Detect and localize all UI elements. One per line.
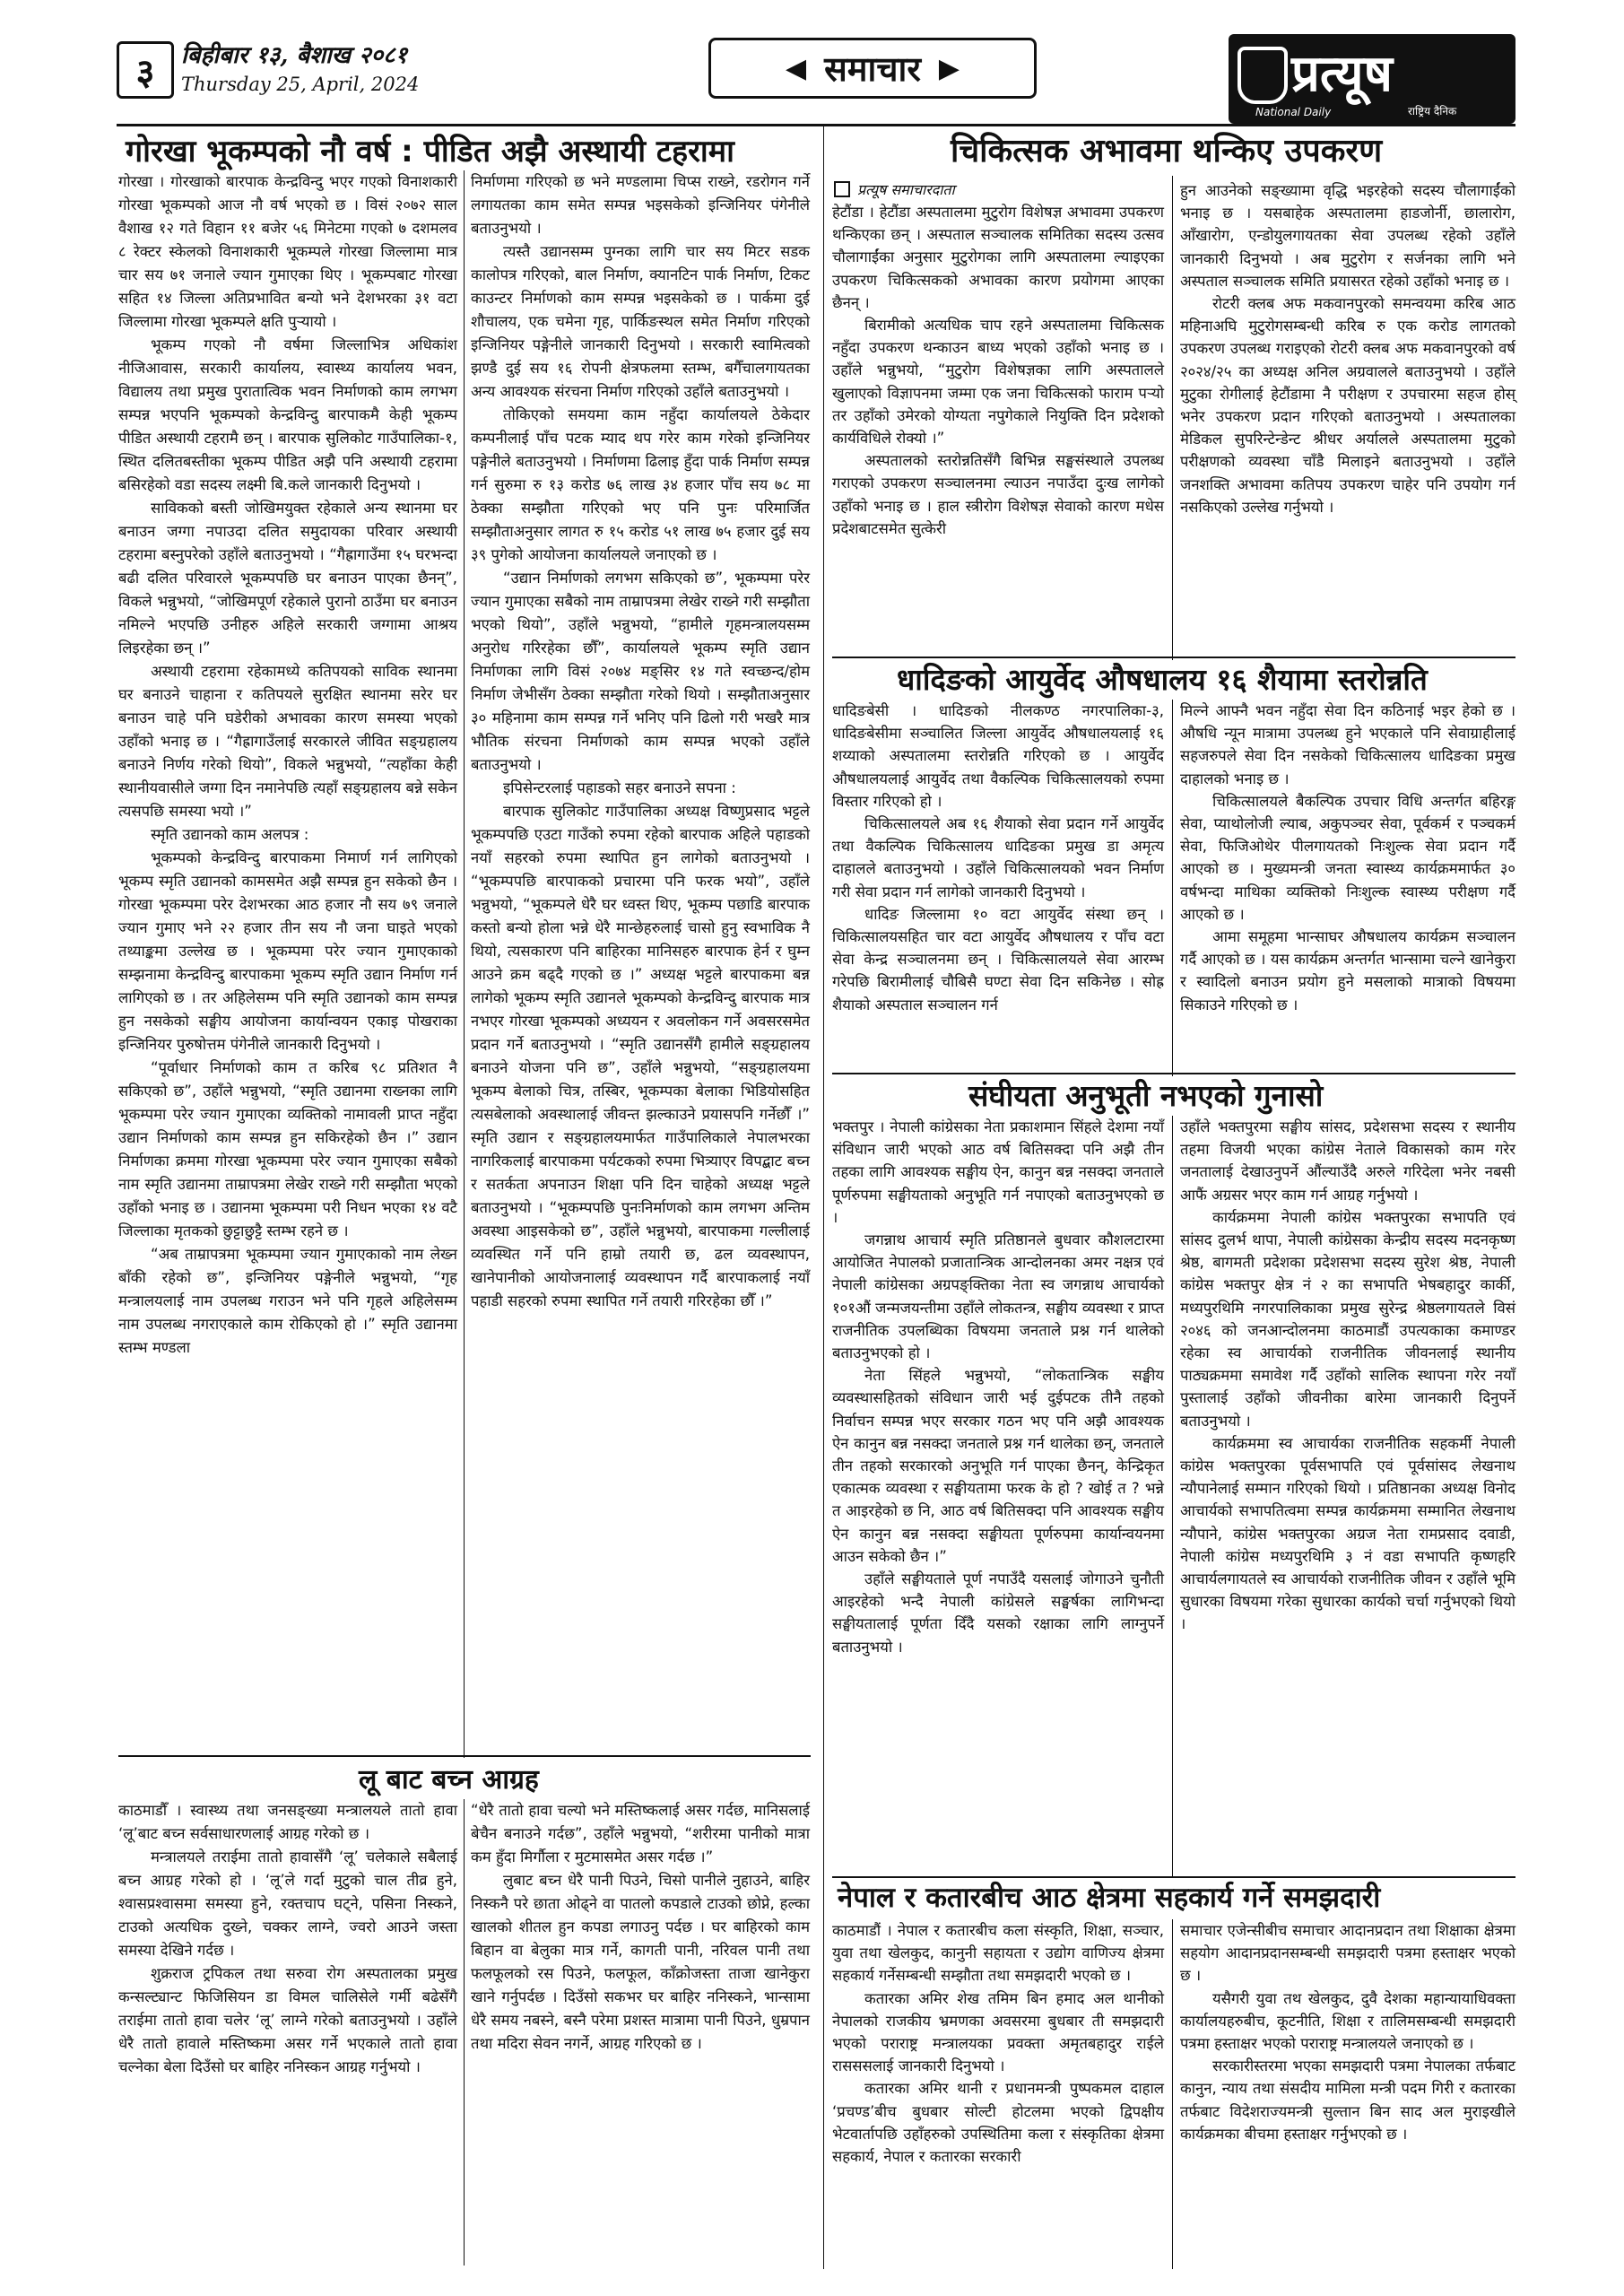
headline-aayurved: धादिङको आयुर्वेद औषधालय १६ शैयामा स्तरोन्नति [897, 662, 1428, 697]
paragraph: नेता सिंहले भन्नुभयो, “लोकतान्त्रिक सङ्घीय व्यवस्थासहितको संविधान जारी भई दुईपटक तीनै तहको निर्वाचन सम्पन्न भएर सरकार गठन भए पनि अझै आवश्यक ऐन कानुन बन्न नसक्दा जनताले प्रश्न गर्न थालेका छन्, जनताले तीन तहको सरकारको अनुभूति गर्न पाएका छैनन्, केन्द्रिकृत एकात्मक व्यवस्था र सङ्घीयतामा फरक के हो ? खोई त ? भन्ने त आइरहेको छ नि, आठ वर्ष बितिसक्दा पनि आवश्यक सङ्घीय ऐन कानुन बन्न नसक्दा सङ्घीयता पूर्णरुपमा कार्यान्वयनमा आउन सकेको छैन ।” [832, 1367, 1164, 1565]
paragraph: साविकको बस्ती जोखिमयुक्त रहेकाले अन्य स्थानमा घर बनाउन जग्गा नपाउदा दलित समुदायका परिवार अस्थायी टहरामा बस्नुपरेको उहाँले बताउनुभयो । “गैह्रागाउँमा १५ घरभन्दा बढी दलित परिवारले भूकम्पपछि घर बनाउन पाएका छैनन्”, विकले भन्नुभयो, “जोखिमपूर्ण रहेकाले पुरानो ठाउँमा घर बनाउन नमिल्ने भएपछि उनीहरु अहिले सरकारी जग्गामा आश्रय लिइरहेका छन् ।” [118, 500, 457, 657]
column-divider [1172, 176, 1173, 660]
dateline [181, 38, 419, 95]
column-divider [1172, 700, 1173, 1076]
paragraph: भक्तपुर । नेपाली कांग्रेसका नेता प्रकाशमान सिंहले देशमा नयाँ संविधान जारी भएको आठ वर्ष बितिसक्दा पनि अझै तीन तहका लागि आवश्यक सङ्घीय ऐन, कानुन बन्न नसक्दा जनताले पूर्णरुपमा सङ्घीयताको अनुभूति गर्न नपाएको बताउनुभएको छ । [832, 1118, 1164, 1226]
date-english: Thursday 25, April, 2024 [181, 74, 420, 95]
byline [834, 179, 955, 199]
paragraph: काठमाडौं । नेपाल र कतारबीच कला संस्कृति, शिक्षा, सञ्चार, युवा तथा खेलकुद, कानुनी सहायता र उद्योग वाणिज्य क्षेत्रमा सहकार्य गर्नेसम्बन्धी सम्झौता तथा समझदारी भएको छ । [832, 1922, 1164, 1985]
paragraph: कार्यक्रममा स्व आचार्यका राजनीतिक सहकर्मी नेपाली कांग्रेस भक्तपुरका पूर्वसभापति एवं पूर्वसांसद लेखनाथ न्यौपानेलाई सम्मान गरिएको थियो । प्रतिष्ठानका अध्यक्ष विनोद आचार्यको सभापतित्वमा सम्पन्न कार्यक्रममा सम्मानित लेखनाथ न्यौपाने, कांग्रेस भक्तपुरका अग्रज नेता रामप्रसाद दवाडी, नेपाली कांग्रेस मध्यपुरथिमि ३ नं वडा सभापति कृष्णहरि आचार्यलगायतले स्व आचार्यको राजनीतिक जीवन र उहाँले भूमि सुधारका विषयमा गरेका सुधारका कार्यको चर्चा गर्नुभएको थियो । [1180, 1434, 1515, 1633]
nepal-qatar-column-1 [832, 1919, 1164, 2168]
paragraph: लुबाट बच्न धेरै पानी पिउने, चिसो पानीले नुहाउने, बाहिर निस्कनै परे छाता ओढ्ने वा पातलो कपडाले टाउको छोप्ने, हल्का खालको शीतल हुन कपडा लगाउनु पर्दछ । घर बाहिरको काम बिहान वा बेलुका मात्र गर्ने, कागती पानी, नरिवल पानी तथा फलफूलको रस पिउने, फलफूल, काँक्रोजस्ता ताजा खानेकुरा खाने गर्नुपर्दछ । दिउँसो सकभर घर बाहिर ननिस्कने, भान्सामा धेरै समय नबस्ने, बस्नै परेमा प्रशस्त मात्रामा पानी पिउने, धुम्रपान तथा मदिरा सेवन नगर्ने, आग्रह गरिएको छ । [471, 1872, 810, 2052]
column-divider [464, 1799, 465, 2266]
logo-name: प्रत्यूष [1291, 45, 1393, 103]
subheading: स्मृति उद्यानको काम अलपत्र : [151, 826, 309, 843]
paragraph: समाचार एजेन्सीबीच समाचार आदानप्रदान तथा शिक्षाका क्षेत्रमा सहयोग आदानप्रदानसम्बन्धी समझदारी पत्रमा हस्ताक्षर भएको छ । [1180, 1922, 1515, 1985]
paragraph: कार्यक्रममा नेपाली कांग्रेस भक्तपुरका सभापति एवं सांसद दुलर्भ थापा, नेपाली कांग्रेसका केन्द्रीय सदस्य मदनकृष्ण श्रेष्ठ, बागमती प्रदेशका प्रदेशसभा सदस्य सुरेश श्रेष्ठ, नेपाली कांग्रेस भक्तपुर क्षेत्र नं २ का सभापति भेषबहादुर कार्की, मध्यपुरथिमि नगरपालिकाका प्रमुख सुरेन्द्र श्रेष्ठलगायतले विसं २०४६ को जनआन्दोलनमा काठमाडौं उपत्यकाका कमाण्डर रहेका स्व आचार्यको राजनीतिक जीवनलाई स्थानीय पाठ्यक्रममा समावेश गर्दै उहाँको सालिक स्थापना गरेर नयाँ पुस्तालाई उहाँको जीवनीका बारेमा जानकारी दिनुपर्ने बताउनुभयो । [1180, 1208, 1515, 1430]
paragraph: त्यस्तै उद्यानसम्म पुग्नका लागि चार सय मिटर सडक कालोपत्र गरिएको, बाल निर्माण, क्यानटिन पार्क निर्माण, टिकट काउन्टर निर्माणको काम सम्पन्न भइसकेको छ । पार्कमा दुई शौचालय, एक चमेना गृह, पार्किङस्थल समेत निर्माण गरिएको इन्जिनियर पङ्गेनीले जानकारी दिनुभयो । सरकारी स्वामित्वको झण्डै दुई सय १६ रोपनी क्षेत्रफलमा स्तम्भ, बगैँचालगायतका अन्य आवश्यक संरचना निर्माण गरिएको उहाँले बताउनुभयो । [471, 243, 810, 400]
gorkha-column-2 [471, 170, 810, 1313]
column-divider [1172, 1919, 1173, 2269]
paragraph: मन्त्रालयले तराईमा तातो हावासँगै ‘लू’ चलेकाले सबैलाई बच्न आग्रह गरेको हो । ‘लू’ले गर्दा मुटुको चाल तीव्र हुने, श्वासप्रश्वासमा समस्या हुने, रक्तचाप घट्ने, पसिना निस्कने, टाउको अत्यधिक दुख्ने, चक्कर लाग्ने, ज्वरो आउने जस्ता समस्या देखिने गर्दछ । [118, 1848, 457, 1959]
masthead-rule [117, 124, 1515, 126]
chikitsak-column-1 [832, 201, 1164, 540]
subheading: इपिसेन्टरलाई पहाडको सहर बनाउने सपना : [503, 779, 736, 796]
paragraph: उहाँले सङ्घीयताले पूर्ण नपाउँदै यसलाई जोगाउने चुनौती आइरहेको भन्दै नेपाली कांग्रेसले सङ्घर्षका लागिभन्दा सङ्घीयतालाई पूर्णता दिँदै यसको रक्षाका लागि लाग्नुपर्ने बताउनुभयो । [832, 1570, 1164, 1656]
paragraph: अस्थायी टहरामा रहेकामध्ये कतिपयको साविक स्थानमा घर बनाउने चाहाना र कतिपयले सुरक्षित स्थानमा सरेर घर बनाउन चाहे पनि घडेरीको अभावका कारण समस्या भएको उहाँको भनाइ छ । “गैह्रागाउँलाई सरकारले जीवित सङ्ग्रहालय बनाउने निर्णय गरेको थियो”, विकले भन्नुभयो, “त्यहाँका केही स्थानीयवासीले जग्गा दिन नमानेपछि त्यहाँ सङ्ग्रहालय बन्ने सकेन त्यसपछि समस्या भयो ।” [118, 663, 457, 820]
paragraph: गोरखा । गोरखाको बारपाक केन्द्रविन्दु भएर गएको विनाशकारी गोरखा भूकम्पको आज नौ वर्ष भएको छ । विसं २०७२ साल वैशाख १२ गते विहान ११ बजेर ५६ मिनेटमा गएको ७ दशमलव ८ रेक्टर स्केलको विनाशकारी भूकम्पले गोरखा जिल्लामा मात्र चार सय ७१ जनाले ज्यान गुमाएका थिए । भूकम्पबाट गोरखा सहित १४ जिल्ला अतिप्रभावित बन्यो भने देशभरका ३१ वटा जिल्लामा गोरखा भूकम्पले क्षति पुऱ्यायो । [118, 173, 457, 330]
nepal-qatar-column-2 [1180, 1919, 1515, 2145]
triangle-right-icon: ▶ [938, 52, 960, 84]
paragraph: कतारका अमिर थानी र प्रधानमन्त्री पुष्पकमल दाहाल ‘प्रचण्ड’बीच बुधबार सोल्टी होटलमा भएको द्विपक्षीय भेटवार्तापछि उहाँहरुको उपस्थितिमा कला र संस्कृतिका क्षेत्रमा सहकार्य, नेपाल र कतारका सरकारी [832, 2080, 1164, 2166]
logo-subtitle-english: National Daily [1255, 106, 1332, 118]
paragraph: उहाँले भक्तपुरमा सङ्घीय सांसद, प्रदेशसभा सदस्य र स्थानीय तहमा विजयी भएका कांग्रेस नेताले विकासको काम गरेर जनतालाई देखाउनुपर्ने औंल्याउँदै अरुले गरिदेला भनेर नबसी आफैं अग्रसर भएर काम गर्न आग्रह गर्नुभयो । [1180, 1118, 1515, 1204]
paragraph: “अब ताम्रापत्रमा भूकम्पमा ज्यान गुमाएकाको नाम लेख्न बाँकी रहेको छ”, इन्जिनियर पङ्गेनीले भन्नुभयो, “गृह मन्त्रालयलाई नाम उपलब्ध गराउन भने पनि गृहले अहिलेसम्म नाम उपलब्ध नगराएकाले काम रोकिएको हो ।” स्मृति उद्यानमा स्तम्भ मण्डला [118, 1246, 457, 1356]
aayurved-column-2 [1180, 700, 1515, 1016]
masthead [117, 34, 1515, 131]
paragraph: बारपाक सुलिकोट गाउँपालिका अध्यक्ष विष्णुप्रसाद भट्टले भूकम्पपछि एउटा गाउँको रुपमा रहेको बारपाक अहिले पहाडको नयाँ सहरको रुपमा स्थापित हुन लागेको बताउनुभयो । “भूकम्पपछि बारपाकको प्रचारमा पनि फरक भयो”, उहाँले भन्नुभयो, “भूकम्पले धेरै घर ध्वस्त थिए, भूकम्प पछाडि बारपाक कस्तो बन्यो होला भन्ने धेरै मान्छेहरुलाई चासो हुनु स्वभाविक नै थियो, त्यसकारण पनि बाहिरका मानिसहरु बारपाक हेर्न र घुम्न आउने क्रम बढ्दै गएको छ ।” अध्यक्ष भट्टले बारपाकमा बन्न लागेको भूकम्प स्मृति उद्यानले भूकम्पको केन्द्रविन्दु बारपाक मात्र नभएर गोरखा भूकम्पको अध्ययन र अवलोकन गर्ने अवसरसमेत प्रदान गर्ने बताउनुभयो । “स्मृति उद्यानसँगै हामीले सङ्ग्रहालय बनाउने योजना पनि छ”, उहाँले भन्नुभयो, “सङ्ग्रहालयमा भूकम्प बेलाको चित्र, तस्बिर, भूकम्पका बेलाका भिडियोसहित त्यसबेलाको अवस्थालाई जीवन्त झल्काउने प्रयासपनि गर्नेछौँ ।” स्मृति उद्यान र सङ्ग्रहालयमार्फत गाउँपालिकाले नेपालभरका नागरिकलाई बारपाकमा पर्यटकको रुपमा भित्र्याएर विपद्बाट बच्न र सतर्कता अपनाउन शिक्षा पनि दिन चाहेको अध्यक्ष भट्टले बताउनुभयो । “भूकम्पपछि पुनःनिर्माणको काम लगभग अन्तिम अवस्था आइसकेको छ”, उहाँले भन्नुभयो, बारपाकमा गल्लीलाई व्यवस्थित गर्ने पनि हाम्रो तयारी छ, ढल व्यवस्थापन, खानेपानीको आयोजनालाई व्यवस्थापन गर्दै बारपाकलाई नयाँ पहाडी सहरको रुपमा स्थापित गर्ने तयारी गरिरहेका छौँ ।” [471, 803, 810, 1309]
page-center-divider [823, 126, 824, 2269]
page-number: ३ [117, 41, 174, 99]
pratyush-logo-mark-icon [1238, 47, 1288, 104]
headline-chikitsak: चिकित्सक अभावमा थन्किए उपकरण [951, 133, 1383, 170]
newspaper-logo [1229, 34, 1515, 124]
paragraph: हेटौंडा । हेटौंडा अस्पतालमा मुटुरोग विशेषज्ञ अभावमा उपकरण थन्किएका छन् । अस्पताल सञ्चालक समितिका सदस्य उत्सव चौलागाईंका अनुसार मुटुरोगका लागि अस्पतालमा ल्याइएका उपकरण चिकित्सकको अभावका कारण प्रयोगमा आएका छैनन् । [832, 204, 1164, 311]
paragraph: “उद्यान निर्माणको लगभग सकिएको छ”, भूकम्पमा परेर ज्यान गुमाएका सबैको नाम ताम्रापत्रमा लेखेर राख्ने गरी सम्झौता भएको थियो”, उहाँले भन्नुभयो, “हामीले गृहमन्त्रालयसम्म अनुरोध गरिरहेका छौँ”, कार्यालयले भूकम्प स्मृति उद्यान निर्माणका लागि विसं २०७४ मङ्सिर १४ गते स्वच्छन्द/होम निर्माण जेभीसँग ठेक्का सम्झौता गरेको थियो । सम्झौताअनुसार ३० महिनामा काम सम्पन्न गर्ने भनिए पनि ढिलो गरी भखरै मात्र भौतिक संरचना निर्माणको काम सम्पन्न भएको उहाँले बताउनुभयो । [471, 570, 810, 773]
column-divider [1172, 1116, 1173, 1878]
headline-loo: लू बाट बच्न आग्रह [359, 1764, 539, 1796]
paragraph: तोकिएको समयमा काम नहुँदा कार्यालयले ठेकेदार कम्पनीलाई पाँच पटक म्याद थप गरेर काम गरेको इन्जिनियर पङ्गेनीले बताउनुभयो । निर्माणमा ढिलाइ हुँदा पार्क निर्माण सम्पन्न गर्न सुरुमा रु १३ करोड ७६ लाख ३४ हजार पाँच सय ७८ मा ठेक्का सम्झौता गरिएको भए पनि पुनः परिमार्जित सम्झौताअनुसार लागत रु १५ करोड ५१ लाख ७५ हजार दुई सय ३९ पुगेको आयोजना कार्यालयले जनाएको छ । [471, 406, 810, 563]
chikitsak-column-2 [1180, 179, 1515, 518]
paragraph: भूकम्प गएको नौ वर्षमा जिल्लाभित्र अधिकांश नीजिआवास, सरकारी कार्यालय, स्वास्थ्य कार्यालय भवन, विद्यालय तथा प्रमुख पुरातात्विक भवन निर्माणको काम लगभग सम्पन्न भएपनि भूकम्पको केन्द्रविन्दु बारपाकमै केही भूकम्प पीडित अस्थायी टहरामै छन् । बारपाक सुलिकोट गाउँपालिका-१, स्थित दलितबस्तीका भूकम्प पीडित अझै पनि अस्थायी टहरामा बसिरहेको वडा सदस्य लक्ष्मी बि.कले जानकारी दिनुभयो । [118, 336, 457, 493]
paragraph: धादिङबेसी । धादिङको नीलकण्ठ नगरपालिका-३, धादिङबेसीमा सञ्चालित जिल्ला आयुर्वेद औषधालयलाई १६ शय्याको अस्पतालमा स्तरोन्नति गरिएको छ । आयुर्वेद औषधालयलाई आयुर्वेद तथा वैकल्पिक चिकित्सालयको रुपमा विस्तार गरिएको हो । [832, 702, 1164, 810]
paragraph: धादिङ जिल्लामा १० वटा आयुर्वेद संस्था छन् । चिकित्सालयसहित चार वटा आयुर्वेद औषधालय र पाँच वटा सेवा केन्द्र सञ्चालनमा छन् । चिकित्सालयले सेवा आरम्भ गरेपछि बिरामीलाई चौबिसै घण्टा सेवा दिन सकिनेछ । सोह्र शैयाको अस्पताल सञ्चालन गर्न [832, 905, 1164, 1013]
paragraph: अस्पतालको स्तरोन्नतिसँगै बिभिन्न सङ्घसंस्थाले उपलब्ध गराएको उपकरण सञ्चालनमा ल्याउन नपाउँदा दुःख लागेको उहाँको भनाइ छ । हाल स्त्रीरोग विशेषज्ञ सेवाको कारण मधेस प्रदेशबाटसमेत सुत्केरी [832, 452, 1164, 537]
section-label [708, 38, 1037, 99]
column-divider [464, 170, 465, 1758]
paragraph: चिकित्सालयले अब १६ शैयाको सेवा प्रदान गर्ने आयुर्वेद तथा वैकल्पिक चिकित्सालय धादिङका प्रमुख डा अमृत्य दाहालले बताउनुभयो । उहाँले चिकित्सालयको भवन निर्माण गरी सेवा प्रदान गर्न लागेको जानकारी दिनुभयो । [832, 815, 1164, 900]
headline-sanghiyata: संघीयता अनुभूती नभएको गुनासो [968, 1078, 1324, 1113]
paragraph: हुन आउनेको सङ्ख्यामा वृद्धि भइरहेको सदस्य चौलागाईंको भनाइ छ । यसबाहेक अस्पतालमा हाडजोर्नी, छालारोग, आँखारोग, एन्डोयुलगायतका सेवा उपलब्ध रहेको उहाँले जानकारी दिनुभयो । अब मुटुरोग र सर्जनका लागि भने अस्पताल सञ्चालक समिति प्रयासरत रहेको उहाँको भनाइ छ । [1180, 182, 1515, 290]
sanghiyata-column-2 [1180, 1116, 1515, 1636]
paragraph: आमा समूहमा भान्साघर औषधालय कार्यक्रम सञ्चालन गर्दै आएको छ । यस कार्यक्रम अन्तर्गत भान्सामा चल्ने खानेकुरा र स्वादिलो बनाउन प्रयोग हुने मसलाको मात्राको विषयमा सिकाउने गरिएको छ । [1180, 928, 1515, 1013]
headline-nepal-qatar: नेपाल र कतारबीच आठ क्षेत्रमा सहकार्य गर्ने समझदारी [838, 1882, 1381, 1914]
paragraph: सरकारीस्तरमा भएका समझदारी पत्रमा नेपालका तर्फबाट कानुन, न्याय तथा संसदीय मामिला मन्त्री पदम गिरी र कतारका तर्फबाट विदेशराज्यमन्त्री सुल्तान बिन साद अल मुराइखीले कार्यक्रमका बीचमा हस्ताक्षर गर्नुभएको छ । [1180, 2057, 1515, 2143]
byline-text: प्रत्यूष समाचारदाता [857, 181, 955, 198]
paragraph: कतारका अमिर शेख तमिम बिन हमाद अल थानीको नेपालको राजकीय भ्रमणका अवसरमा बुधबार ती समझदारी भएको पराराष्ट्र मन्त्रालयका प्रवक्ता अमृतबहादुर राईले रासससलाई जानकारी दिनुभयो । [832, 1989, 1164, 2075]
headline-gorkha: गोरखा भूकम्पको नौ वर्ष : पीडित अझै अस्थायी टहरामा [126, 134, 734, 170]
square-bullet-icon [834, 181, 850, 197]
paragraph: निर्माणमा गरिएको छ भने मण्डलामा चिप्स राख्ने, रडरोगन गर्ने लगायतका काम समेत सम्पन्न भइसकेको इन्जिनियर पंगेनीले बताउनुभयो । [471, 173, 810, 237]
triangle-left-icon: ◀ [786, 52, 807, 84]
paragraph: चिकित्सालयले बैकल्पिक उपचार विधि अन्तर्गत बहिरङ्ग सेवा, प्याथोलोजी ल्याब, अकुपञ्चर सेवा, पूर्वकर्म र पञ्चकर्म सेवा, फिजिओथेर पीलगायतको निःशुल्क सेवा प्रदान गर्दै आएको छ । मुख्यमन्त्री जनता स्वास्थ्य कार्यक्रममार्फत ३० वर्षभन्दा माथिका व्यक्तिको निःशुल्क स्वास्थ्य परीक्षण गर्दै आएको छ । [1180, 792, 1515, 923]
paragraph: बिरामीको अत्यधिक चाप रहने अस्पतालमा चिकित्सक नहुँदा उपकरण थन्काउन बाध्य भएको उहाँको भनाइ छ । उहाँले भन्नुभयो, “मुटुरोग विशेषज्ञका लागि अस्पतालले खुलाएको विज्ञापनमा जम्मा एक जना चिकित्सको फाराम पऱ्यो तर उहाँको उमेरको योग्यता नपुगेकाले नियुक्ति दिन प्रदेशको कार्यविधिले रोक्यो ।” [832, 317, 1164, 448]
paragraph: काठमाडौँ । स्वास्थ्य तथा जनसङ्ख्या मन्त्रालयले तातो हावा ‘लू’बाट बच्न सर्वसाधारणलाई आग्रह गरेको छ । [118, 1802, 457, 1842]
paragraph: रोटरी क्लब अफ मकवानपुरको समन्वयमा करिब आठ महिनाअघि मुटुरोगसम्बन्धी करिब रु एक करोड लागतको उपकरण उपलब्ध गराइएको रोटरी क्लब अफ मकवानपुरको वर्ष २०२४/२५ का अध्यक्ष अनिल अग्रवालले बताउनुभयो । उहाँले मुटुका रोगीलाई हेटौंडामा नै परीक्षण र उपचारमा सहज होस् भनेर उपकरण प्रदान गरिएको बताउनुभयो । अस्पतालका मेडिकल सुपरिन्टेन्डेन्ट श्रीधर अर्यालले अस्पतालमा मुटुको परीक्षणको व्यवस्था चाँडै मिलाइने बताउनुभयो । उहाँले जनशक्ति अभावमा कतिपय उपकरण चाहेर पनि उपयोग गर्न नसकिएको उल्लेख गर्नुभयो । [1180, 295, 1515, 516]
article-rule [118, 1755, 811, 1757]
paragraph: “पूर्वाधार निर्माणको काम त करिब ९८ प्रतिशत नै सकिएको छ”, उहाँले भन्नुभयो, “स्मृति उद्यानमा राख्नका लागि भूकम्पमा परेर ज्यान गुमाएका व्यक्तिको नामावली प्राप्त नहुँदा उद्यान निर्माणको काम सम्पन्न हुन सकिरहेको छैन ।” उद्यान निर्माणका क्रममा गोरखा भूकम्पमा परेर ज्यान गुमाएका सबैको नाम स्मृति उद्यानमा ताम्रापत्रमा लेखेर राख्ने गरी सम्झौता भएको उहाँको भनाइ छ । उद्यानमा भूकम्पमा परी निधन भएका १४ वटै जिल्लाका मृतकको छुट्टाछुट्टै स्तम्भ रहने छ । [118, 1059, 457, 1239]
paragraph: भूकम्पको केन्द्रविन्दु बारपाकमा निमार्ण गर्न लागिएको भूकम्प स्मृति उद्यानको कामसमेत अझै सम्पन्न हुन सकेको छैन । गोरखा भूकम्पमा परेर देशभरका आठ हजार नौ सय ७९ जनाले ज्यान गुमाए भने २२ हजार तीन सय नौ जना घाइते भएको तथ्याङ्कमा उल्लेख छ । भूकम्पमा परेर ज्यान गुमाएकाको सम्झनामा केन्द्रविन्दु बारपाकमा भूकम्प स्मृति उद्यान निर्माण गर्न लागिएको छ । तर अहिलेसम्म पनि स्मृति उद्यानको काम सम्पन्न हुन नसकेको सङ्घीय आयोजना कार्यान्वयन एकाइ पोखराका इन्जिनियर पुरुषोत्तम पंगेनीले जानकारी दिनुभयो । [118, 849, 457, 1053]
aayurved-column-1 [832, 700, 1164, 1016]
paragraph: जगन्नाथ आचार्य स्मृति प्रतिष्ठानले बुधवार कौशलटारमा आयोजित नेपालको प्रजातान्त्रिक आन्दोलनका अमर नक्षत्र एवं नेपाली कांग्रेसका अग्रपङ्क्तिका नेता स्व जगन्नाथ आचार्यको १०१औं जन्मजयन्तीमा उहाँले लोकतन्त्र, सङ्घीय व्यवस्था र प्राप्त राजनीतिक उपलब्धिका विषयमा जनताले प्रश्न गर्न थालेको बताउनुभएको हो । [832, 1231, 1164, 1362]
paragraph: यसैगरी युवा तथ खेलकुद, दुवै देशका महान्यायाधिवक्ता कार्यालयहरुबीच, कूटनीति, शिक्षा र तालिमसम्बन्धी समझदारी पत्रमा हस्ताक्षर भएको पराराष्ट्र मन्त्रालयले जनाएको छ । [1180, 1989, 1515, 2053]
paragraph: “धेरै तातो हावा चल्यो भने मस्तिष्कलाई असर गर्दछ, मानिसलाई बेचैन बनाउने गर्दछ”, उहाँले भन्नुभयो, “शरीरमा पानीको मात्रा कम हुँदा मिर्गौला र मुटमासमेत असर गर्दछ ।” [471, 1802, 810, 1866]
date-nepali: बिहीबार १३, बैशाख २०८१ [181, 42, 408, 69]
loo-column-2 [471, 1799, 810, 2056]
sanghiyata-column-1 [832, 1116, 1164, 1658]
paragraph: मिल्ने आफ्नै भवन नहुँदा सेवा दिन कठिनाई भइर हेको छ । औषधि न्यून मात्रामा उपलब्ध हुने भएकाले पनि सेवाग्राहीलाई सहजरुपले सेवा दिन नसकेको चिकित्सालय धादिङका प्रमुख दाहालको भनाइ छ । [1180, 702, 1515, 787]
section-title: समाचार [824, 49, 921, 89]
paragraph: शुक्रराज ट्रपिकल तथा सरुवा रोग अस्पतालका प्रमुख कन्सल्ट्यान्ट फिजिसियन डा विमल चालिसेले गर्मी बढेसँगै तराईमा तातो हावा चलेर ‘लू’ लाग्ने गरेको बताउनुभयो । उहाँले धेरै तातो हावाले मस्तिष्कमा असर गर्ने भएकाले तातो हावा चल्नेका बेला दिउँसो घर बाहिर ननिस्कन आग्रह गर्नुभयो । [118, 1965, 457, 2075]
gorkha-column-1 [118, 170, 457, 1360]
loo-column-1 [118, 1799, 457, 2079]
logo-subtitle-nepali: राष्ट्रिय दैनिक [1408, 105, 1457, 117]
